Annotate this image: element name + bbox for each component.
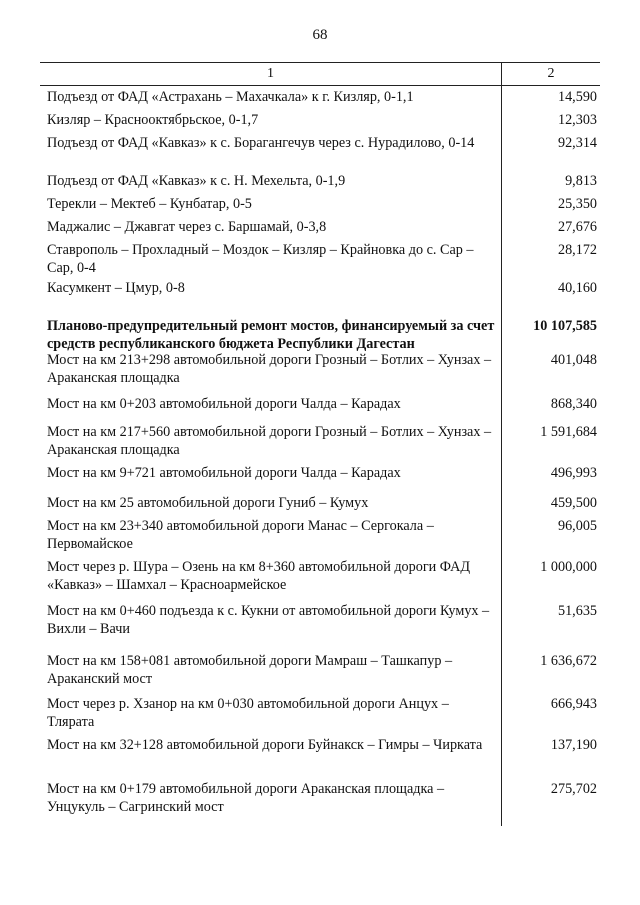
row-description: Планово-предупредительный ремонт мостов, финансируемый за счет средств республиканского бюджета Республики Дагестан — [47, 318, 495, 352]
row-amount: 137,190 — [550, 737, 597, 753]
column-divider — [501, 63, 502, 826]
row-description: Мост на км 0+460 подъезда к с. Кукни от автомобильной дороги Кумух – Вихли – Вачи — [47, 603, 490, 637]
row-amount: 25,350 — [557, 196, 597, 212]
column-2-header: 2 — [547, 66, 555, 81]
column-1-header: 1 — [267, 66, 274, 81]
row-description: Мост на км 0+179 автомобильной дороги Араканская площадка – Унцукуль – Сагринский мост — [47, 781, 445, 815]
row-amount: 12,303 — [557, 112, 597, 128]
row-description: Касумкент – Цмур, 0-8 — [47, 280, 185, 296]
row-amount: 496,993 — [550, 465, 597, 481]
row-description: Мост на км 23+340 автомобильной дороги Манас – Сергокала – Первомайское — [47, 518, 434, 552]
row-description: Мост через р. Хзанор на км 0+030 автомобильной дороги Анцух – Тлярата — [47, 696, 449, 730]
row-description: Кизляр – Краснооктябрьское, 0-1,7 — [47, 112, 259, 128]
row-description: Мост на км 213+298 автомобильной дороги Грозный – Ботлих – Хунзах – Араканская площадка — [47, 352, 492, 386]
row-description: Мост через р. Шура – Озень на км 8+360 автомобильной дороги ФАД «Кавказ» – Шамхал – Красноармейское — [47, 559, 471, 593]
row-description: Мост на км 25 автомобильной дороги Гуниб – Кумух — [47, 495, 369, 511]
row-amount: 96,005 — [557, 518, 597, 534]
row-amount: 14,590 — [557, 89, 597, 105]
row-amount: 51,635 — [557, 603, 597, 619]
row-description: Мост на км 0+203 автомобильной дороги Чалда – Карадах — [47, 396, 401, 412]
row-amount: 9,813 — [565, 173, 597, 189]
row-amount: 1 591,684 — [540, 424, 597, 440]
row-amount: 92,314 — [557, 135, 597, 151]
row-description: Мост на км 32+128 автомобильной дороги Буйнакск – Гимры – Чирката — [47, 737, 483, 753]
row-description: Подъезд от ФАД «Астрахань – Махачкала» к г. Кизляр, 0-1,1 — [47, 89, 414, 105]
budget-table — [40, 62, 600, 826]
row-amount: 10 107,585 — [533, 318, 597, 334]
table-header — [40, 63, 600, 86]
row-amount: 459,500 — [550, 495, 597, 511]
row-amount: 401,048 — [550, 352, 597, 368]
row-amount: 1 636,672 — [540, 653, 597, 669]
row-description: Мост на км 217+560 автомобильной дороги Грозный – Ботлих – Хунзах – Араканская площадка — [47, 424, 492, 458]
row-amount: 40,160 — [557, 280, 597, 296]
row-amount: 666,943 — [550, 696, 597, 712]
row-description: Подъезд от ФАД «Кавказ» к с. Борагангечув через с. Нурадилово, 0-14 — [47, 135, 475, 151]
row-amount: 275,702 — [550, 781, 597, 797]
row-description: Ставрополь – Прохладный – Моздок – Кизляр – Крайновка до с. Сар – Сар, 0-4 — [47, 242, 474, 276]
row-amount: 868,340 — [550, 396, 597, 412]
row-amount: 1 000,000 — [540, 559, 597, 575]
row-amount: 27,676 — [557, 219, 597, 235]
row-description: Мост на км 158+081 автомобильной дороги Мамраш – Ташкапур – Араканский мост — [47, 653, 453, 687]
row-description: Мост на км 9+721 автомобильной дороги Чалда – Карадах — [47, 465, 401, 481]
row-amount: 28,172 — [557, 242, 597, 258]
page-number: 68 — [312, 27, 328, 43]
row-description: Маджалис – Джавгат через с. Баршамай, 0-3,8 — [47, 219, 327, 235]
row-description: Терекли – Мектеб – Кунбатар, 0-5 — [47, 196, 252, 212]
row-description: Подъезд от ФАД «Кавказ» к с. Н. Мехельта, 0-1,9 — [47, 173, 346, 189]
